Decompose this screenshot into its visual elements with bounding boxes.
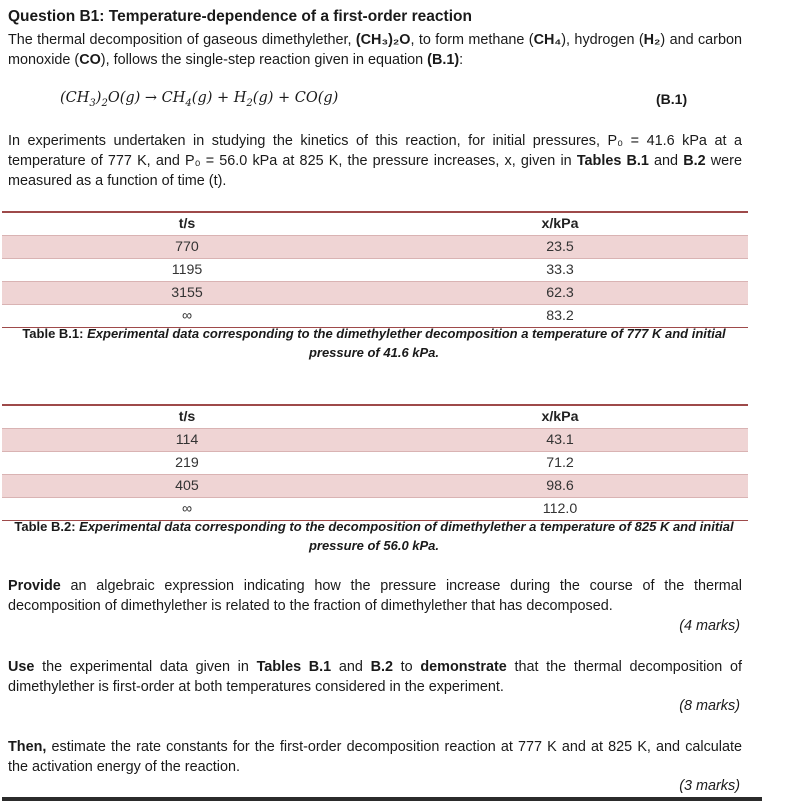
cell-time: 1195 <box>171 262 203 278</box>
table-row <box>2 452 748 475</box>
cell-time: 770 <box>175 239 199 255</box>
task-3: Then, estimate the rate constants for the first-order decomposition reaction at 777 K and at 825 K, and calculate the activation energy of the reaction. <box>8 739 742 775</box>
cell-time: 219 <box>175 455 199 471</box>
table-b1 <box>2 211 748 328</box>
task-1: Provide an algebraic expression indicating how the pressure increase during the course of the thermal decomposition of dimethylether is related to the fraction of dimethylether that has decomposed. <box>8 578 742 614</box>
column-header-time: t/s <box>178 216 196 232</box>
equation-number: (B.1) <box>656 91 688 107</box>
intro-text: ), follows the single-step reaction given in equation <box>100 52 428 68</box>
experiments-paragraph: In experiments undertaken in studying the kinetics of this reaction, for initial pressures, P₀ = 41.6 kPa at a temperature of 777 K, and P₀ = 56.0 kPa at 825 K, the pressure increases, x, given in Tables B.1 and B.2 were measured as a function of time (t). <box>8 133 742 189</box>
intro-text: ), hydrogen ( <box>561 32 644 48</box>
task-1-marks: (4 marks) <box>679 618 740 634</box>
column-header-pressure: x/kPa <box>541 409 579 425</box>
table-b1-caption: Table B.1: Experimental data corresponding to the dimethylether decomposition a temperature of 777 K and initial pressure of 41.6 kPa. <box>22 326 726 360</box>
table-b2 <box>2 404 748 521</box>
cell-time: ∞ <box>181 308 193 324</box>
task-2-marks: (8 marks) <box>679 698 740 714</box>
cell-time: ∞ <box>181 501 193 517</box>
column-header-time: t/s <box>178 409 196 425</box>
cell-time: 405 <box>175 478 199 494</box>
reaction-equation: $(CH_3)_2O(g) \to CH_4(g) + H_2(g) + CO(g)$ <box>60 90 339 109</box>
cell-pressure: 62.3 <box>546 285 574 301</box>
intro-text: ) and carbon monoxide ( <box>8 32 742 68</box>
cell-pressure: 23.5 <box>546 239 574 255</box>
table-b2-caption: Table B.2: Experimental data corresponding to the decomposition of dimethylether a temperature of 825 K and initial pressure of 56.0 kPa. <box>14 519 734 553</box>
table-row <box>2 475 748 498</box>
task-3-marks: (3 marks) <box>679 778 740 794</box>
intro-formula-h2: H₂ <box>643 32 661 48</box>
intro-paragraph <box>8 30 742 70</box>
cell-pressure: 83.2 <box>546 308 574 324</box>
cell-pressure: 43.1 <box>546 432 574 448</box>
table-header-row <box>2 212 748 236</box>
table-row <box>2 429 748 452</box>
intro-formula-ch4: CH₄ <box>533 32 562 48</box>
intro-text: : <box>459 52 464 68</box>
table-row <box>2 236 748 259</box>
intro-text: The thermal decomposition of gaseous dimethylether, <box>8 32 356 48</box>
task-2: Use the experimental data given in Tables B.1 and B.2 to demonstrate that the thermal decomposition of dimethylether is first-order at both temperatures considered in the experiment. <box>8 659 742 695</box>
question-title: Question B1: Temperature-dependence of a first-order reaction <box>8 8 472 25</box>
intro-text: , to form methane ( <box>410 32 534 48</box>
cell-time: 3155 <box>171 285 203 301</box>
table-header-row <box>2 405 748 429</box>
cell-pressure: 98.6 <box>546 478 574 494</box>
column-header-pressure: x/kPa <box>541 216 579 232</box>
cell-pressure: 71.2 <box>546 455 574 471</box>
table-row <box>2 282 748 305</box>
cell-pressure: 112.0 <box>542 501 578 517</box>
cell-pressure: 33.3 <box>546 262 574 278</box>
table-row <box>2 259 748 282</box>
intro-formula-co: CO <box>79 52 101 68</box>
cell-time: 114 <box>175 432 199 448</box>
intro-formula-dme: (CH₃)₂O <box>355 32 411 48</box>
bottom-rule <box>2 797 762 801</box>
intro-eq-ref: (B.1) <box>427 52 460 68</box>
